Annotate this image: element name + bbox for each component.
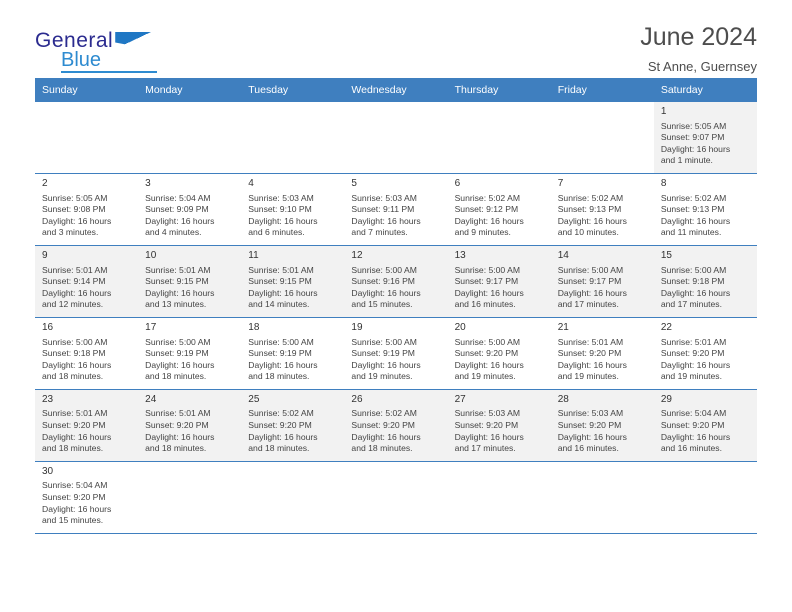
day-detail-line: Daylight: 16 hours [42,431,112,442]
day-detail-line: Sunrise: 5:03 AM [454,408,521,419]
day-detail-line: and 16 minutes. [454,299,516,310]
day-detail-line: and 13 minutes. [145,299,207,310]
day-detail-line: Sunset: 9:20 PM [351,420,415,431]
brand-name-blue: Blue [61,49,102,71]
calendar-day-cell[interactable] [551,245,654,317]
calendar-week-row [35,245,757,317]
day-detail-line: and 17 minutes. [660,299,722,310]
day-detail-line: Daylight: 16 hours [660,431,731,442]
day-detail-line: Sunset: 9:20 PM [660,348,725,359]
day-detail-line: Daylight: 16 hours [557,287,627,298]
weekday-header-saturday: Saturday [654,78,757,102]
day-details [145,408,236,454]
day-details [455,408,546,454]
calendar-day-cell[interactable] [35,389,138,461]
day-detail-line: Daylight: 16 hours [351,359,421,370]
day-detail-line: and 15 minutes. [42,515,104,526]
day-number: 2 [42,177,48,189]
day-details [248,337,339,383]
day-detail-line: Sunrise: 5:05 AM [660,120,727,131]
day-detail-line: Daylight: 16 hours [248,359,318,370]
calendar-day-cell[interactable] [35,317,138,389]
day-detail-line: Sunset: 9:09 PM [145,204,209,215]
day-number: 18 [248,321,260,333]
weekday-header-thursday: Thursday [448,78,551,102]
day-number: 3 [145,177,151,189]
day-detail-line: Daylight: 16 hours [557,431,627,442]
day-detail-line: Sunset: 9:20 PM [42,492,106,503]
day-detail-line: Daylight: 16 hours [557,215,627,226]
calendar-day-cell[interactable] [241,173,344,245]
day-number: 16 [42,321,54,333]
day-detail-line: and 10 minutes. [557,227,619,238]
day-details [558,408,649,454]
calendar-day-cell[interactable] [551,317,654,389]
day-detail-line: Sunrise: 5:02 AM [660,192,727,203]
day-detail-line: Sunrise: 5:02 AM [454,192,521,203]
day-detail-line: and 11 minutes. [660,227,722,238]
calendar-day-cell[interactable] [241,245,344,317]
day-detail-line: Sunset: 9:11 PM [351,204,415,215]
day-detail-line: Sunrise: 5:01 AM [248,264,314,275]
calendar-empty-cell [241,461,344,533]
day-detail-line: Sunrise: 5:03 AM [248,192,314,203]
day-detail-line: Daylight: 16 hours [42,287,112,298]
day-detail-line: and 18 minutes. [351,443,413,454]
calendar-day-cell[interactable] [344,173,447,245]
day-detail-line: and 12 minutes. [42,299,104,310]
calendar-day-cell[interactable] [448,317,551,389]
day-details [42,408,133,454]
calendar-day-cell[interactable] [551,173,654,245]
brand-underline [61,71,157,73]
day-detail-line: Daylight: 16 hours [42,503,112,514]
day-detail-line: Daylight: 16 hours [145,287,215,298]
weekday-header-wednesday: Wednesday [344,78,447,102]
calendar-day-cell[interactable] [35,461,138,533]
day-detail-line: and 4 minutes. [145,227,202,238]
day-number: 9 [42,249,48,261]
day-detail-line: Daylight: 16 hours [454,215,524,226]
day-details [661,193,752,239]
calendar-day-cell[interactable] [35,173,138,245]
day-detail-line: Daylight: 16 hours [660,143,731,154]
day-details [145,337,236,383]
day-detail-line: Sunset: 9:16 PM [351,276,415,287]
calendar-empty-cell [241,102,344,173]
day-detail-line: Sunset: 9:20 PM [454,348,519,359]
day-detail-line: and 7 minutes. [351,227,408,238]
day-detail-line: and 18 minutes. [42,443,104,454]
calendar-day-cell[interactable] [654,102,757,173]
flag-icon [115,32,151,49]
day-number: 14 [557,249,569,261]
page-title: June 2024 [640,23,757,51]
day-detail-line: Sunrise: 5:03 AM [557,408,624,419]
day-detail-line: Sunset: 9:12 PM [454,204,519,215]
calendar-header-row [35,78,757,102]
day-details [558,265,649,311]
day-detail-line: Sunrise: 5:02 AM [248,408,314,419]
day-detail-line: Daylight: 16 hours [248,215,318,226]
day-details [42,265,133,311]
day-number: 13 [454,249,466,261]
calendar-day-cell[interactable] [654,317,757,389]
day-detail-line: Sunset: 9:17 PM [557,276,622,287]
day-detail-line: Sunset: 9:20 PM [660,420,725,431]
day-detail-line: Sunset: 9:17 PM [454,276,519,287]
day-number: 28 [557,393,569,405]
day-detail-line: Sunrise: 5:05 AM [42,192,108,203]
day-detail-line: Daylight: 16 hours [660,287,731,298]
day-details [661,121,752,167]
calendar-day-cell[interactable] [138,317,241,389]
day-detail-line: and 19 minutes. [660,371,722,382]
calendar-day-cell[interactable] [654,245,757,317]
day-detail-line: Daylight: 16 hours [557,359,627,370]
calendar-day-cell[interactable] [344,245,447,317]
day-number: 23 [42,393,54,405]
weekday-header-tuesday: Tuesday [241,78,344,102]
day-details [351,337,442,383]
day-detail-line: and 17 minutes. [557,299,619,310]
day-detail-line: Sunrise: 5:01 AM [42,408,108,419]
day-detail-line: and 18 minutes. [42,371,104,382]
day-detail-line: Sunset: 9:14 PM [42,276,106,287]
day-detail-line: and 18 minutes. [248,371,310,382]
day-detail-line: Sunset: 9:19 PM [351,348,415,359]
day-number: 7 [557,177,564,189]
day-number: 24 [145,393,157,405]
day-detail-line: Sunrise: 5:01 AM [145,408,211,419]
calendar-empty-cell [138,102,241,173]
day-details [351,408,442,454]
day-number: 21 [557,321,569,333]
calendar-day-cell[interactable] [448,173,551,245]
calendar-week-row [35,461,757,533]
day-detail-line: and 18 minutes. [145,443,207,454]
day-number: 20 [454,321,466,333]
day-detail-line: Sunset: 9:20 PM [42,420,106,431]
day-detail-line: Daylight: 16 hours [351,215,421,226]
day-number: 12 [351,249,363,261]
day-detail-line: Sunset: 9:20 PM [248,420,312,431]
day-detail-line: Sunrise: 5:00 AM [351,336,417,347]
calendar-day-cell[interactable] [138,173,241,245]
day-detail-line: and 15 minutes. [351,299,413,310]
day-details [248,408,339,454]
day-detail-line: Daylight: 16 hours [351,287,421,298]
calendar-day-cell[interactable] [654,389,757,461]
day-detail-line: Sunset: 9:15 PM [248,276,312,287]
title-block [640,22,757,74]
calendar-day-cell[interactable] [241,389,344,461]
day-details [42,480,133,526]
day-details [661,265,752,311]
calendar-empty-cell [551,102,654,173]
day-number: 19 [351,321,363,333]
day-number: 8 [660,177,667,189]
day-detail-line: Sunset: 9:15 PM [145,276,209,287]
day-details [248,265,339,311]
calendar-day-cell[interactable] [138,389,241,461]
day-detail-line: Sunrise: 5:04 AM [42,480,108,491]
day-detail-line: Daylight: 16 hours [145,215,215,226]
day-number: 1 [660,106,667,117]
day-detail-line: and 17 minutes. [454,443,516,454]
day-detail-line: Daylight: 16 hours [351,431,421,442]
calendar-week-row [35,317,757,389]
day-detail-line: Daylight: 16 hours [145,431,215,442]
day-detail-line: Daylight: 16 hours [248,431,318,442]
day-detail-line: Sunset: 9:18 PM [660,276,725,287]
day-detail-line: Sunrise: 5:02 AM [557,192,624,203]
day-detail-line: Sunset: 9:20 PM [557,348,622,359]
calendar-day-cell[interactable] [654,173,757,245]
day-number: 27 [454,393,466,405]
calendar-day-cell[interactable] [448,389,551,461]
calendar-body [35,102,757,533]
day-detail-line: Sunset: 9:10 PM [248,204,312,215]
calendar-empty-cell [344,102,447,173]
day-number: 10 [145,249,157,261]
day-number: 26 [351,393,363,405]
calendar-empty-cell [654,461,757,533]
day-detail-line: Sunset: 9:13 PM [557,204,622,215]
day-detail-line: Sunset: 9:19 PM [248,348,312,359]
day-number: 15 [660,249,672,261]
day-detail-line: and 19 minutes. [557,371,619,382]
day-detail-line: Daylight: 16 hours [660,215,731,226]
day-detail-line: and 9 minutes. [454,227,511,238]
day-detail-line: Sunrise: 5:00 AM [454,264,521,275]
day-details [351,193,442,239]
day-detail-line: Sunrise: 5:00 AM [145,336,211,347]
day-detail-line: Sunrise: 5:00 AM [557,264,624,275]
day-number: 29 [660,393,672,405]
day-detail-line: Daylight: 16 hours [145,359,215,370]
day-number: 30 [42,465,54,477]
day-detail-line: Sunrise: 5:00 AM [248,336,314,347]
day-detail-line: Daylight: 16 hours [660,359,731,370]
brand-logo [35,30,225,73]
calendar-day-cell[interactable] [551,389,654,461]
day-detail-line: Sunrise: 5:01 AM [145,264,211,275]
day-detail-line: and 14 minutes. [248,299,310,310]
day-detail-line: Daylight: 16 hours [454,431,524,442]
day-detail-line: Sunrise: 5:04 AM [660,408,727,419]
weekday-header-friday: Friday [551,78,654,102]
calendar-empty-cell [138,461,241,533]
day-detail-line: Daylight: 16 hours [454,287,524,298]
day-number: 4 [248,177,254,189]
day-detail-line: Sunset: 9:07 PM [660,132,725,143]
calendar-week-row [35,173,757,245]
day-detail-line: Sunset: 9:20 PM [145,420,209,431]
calendar-day-cell[interactable] [241,317,344,389]
day-detail-line: Sunrise: 5:03 AM [351,192,417,203]
day-detail-line: and 18 minutes. [145,371,207,382]
day-number: 25 [248,393,260,405]
page-subtitle: St Anne, Guernsey [647,59,757,74]
day-number: 17 [145,321,157,333]
day-number: 6 [454,177,461,189]
day-details [42,337,133,383]
sunrise-sunset-calendar [35,78,757,534]
day-detail-line: Sunrise: 5:00 AM [660,264,727,275]
day-details [455,193,546,239]
day-number: 5 [351,177,357,189]
day-detail-line: and 19 minutes. [351,371,413,382]
day-detail-line: Sunrise: 5:00 AM [454,336,521,347]
day-number: 11 [248,249,259,261]
calendar-day-cell[interactable] [448,245,551,317]
calendar-empty-cell [344,461,447,533]
day-detail-line: and 19 minutes. [454,371,516,382]
day-detail-line: and 6 minutes. [248,227,305,238]
day-detail-line: Sunrise: 5:02 AM [351,408,417,419]
brand-name-general: General [35,29,114,52]
page-header [35,0,757,78]
day-detail-line: Sunrise: 5:01 AM [42,264,108,275]
day-detail-line: and 3 minutes. [42,227,99,238]
day-details [455,265,546,311]
day-details [42,193,133,239]
calendar-day-cell[interactable] [344,317,447,389]
day-detail-line: Sunrise: 5:00 AM [351,264,417,275]
day-details [145,265,236,311]
day-detail-line: and 1 minute. [660,155,713,166]
day-detail-line: Sunrise: 5:01 AM [660,336,727,347]
calendar-empty-cell [35,102,138,173]
day-detail-line: Daylight: 16 hours [42,359,112,370]
day-detail-line: and 16 minutes. [557,443,619,454]
day-detail-line: Sunset: 9:20 PM [454,420,519,431]
day-detail-line: Sunset: 9:19 PM [145,348,209,359]
day-detail-line: Sunset: 9:20 PM [557,420,622,431]
calendar-day-cell[interactable] [35,245,138,317]
calendar-week-row [35,102,757,173]
day-detail-line: Sunset: 9:13 PM [660,204,725,215]
day-details [455,337,546,383]
day-details [145,193,236,239]
day-detail-line: Daylight: 16 hours [248,287,318,298]
day-detail-line: Sunrise: 5:00 AM [42,336,108,347]
day-detail-line: Daylight: 16 hours [42,215,112,226]
day-detail-line: and 18 minutes. [248,443,310,454]
calendar-week-row [35,389,757,461]
calendar-day-cell[interactable] [344,389,447,461]
day-detail-line: Daylight: 16 hours [454,359,524,370]
calendar-day-cell[interactable] [138,245,241,317]
day-detail-line: Sunset: 9:18 PM [42,348,106,359]
day-detail-line: and 16 minutes. [660,443,722,454]
calendar-empty-cell [448,102,551,173]
day-detail-line: Sunrise: 5:04 AM [145,192,211,203]
weekday-header-monday: Monday [138,78,241,102]
day-number: 22 [660,321,672,333]
weekday-header-sunday: Sunday [35,78,138,102]
day-detail-line: Sunrise: 5:01 AM [557,336,624,347]
day-details [351,265,442,311]
day-details [558,337,649,383]
day-details [661,408,752,454]
day-details [248,193,339,239]
day-details [661,337,752,383]
calendar-empty-cell [551,461,654,533]
day-detail-line: Sunset: 9:08 PM [42,204,106,215]
calendar-empty-cell [448,461,551,533]
day-details [558,193,649,239]
